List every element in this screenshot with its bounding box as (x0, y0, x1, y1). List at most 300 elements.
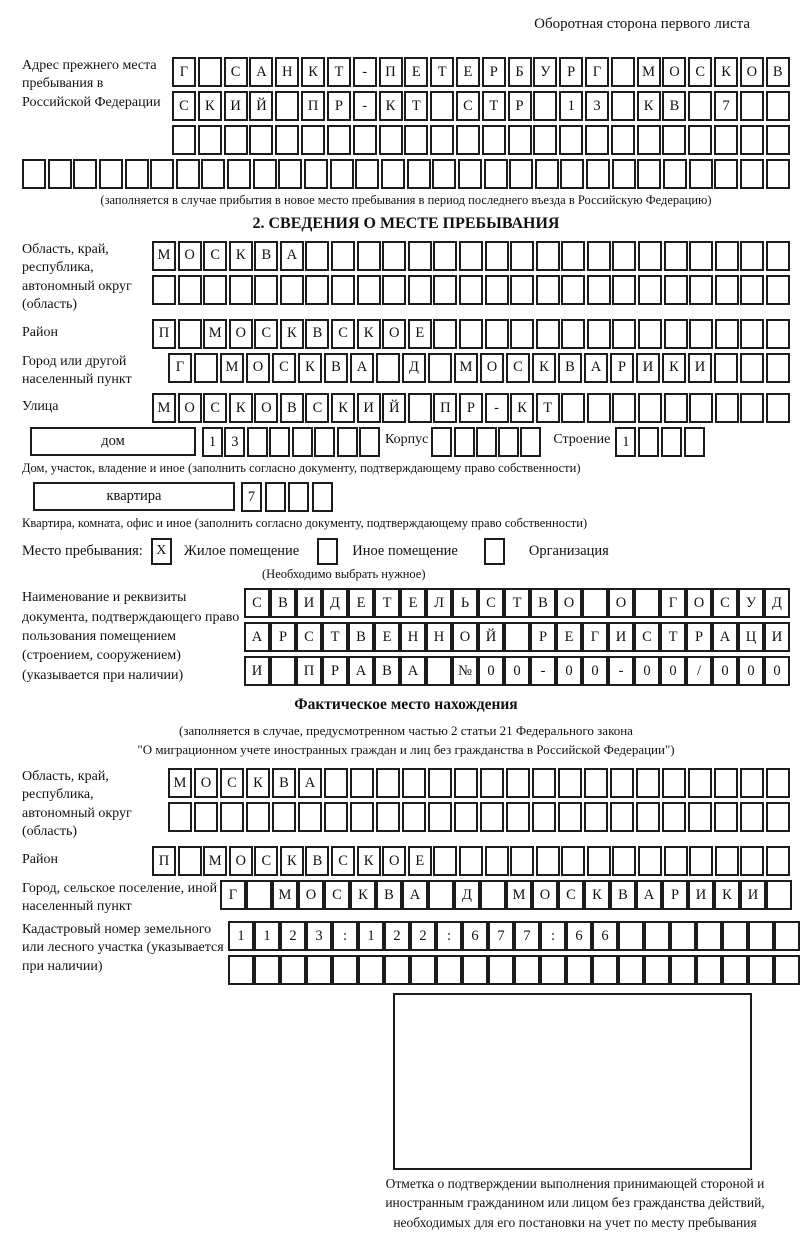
char-cell[interactable] (636, 768, 660, 798)
char-cell[interactable] (740, 125, 764, 155)
char-cell[interactable] (644, 921, 670, 951)
char-cell[interactable]: - (353, 91, 377, 121)
char-cell[interactable] (637, 125, 661, 155)
char-cell[interactable]: О (662, 57, 686, 87)
char-cell[interactable] (306, 955, 332, 985)
char-cell[interactable] (178, 319, 202, 349)
char-cell[interactable]: В (374, 656, 400, 686)
char-cell[interactable] (458, 159, 482, 189)
char-cell[interactable]: И (740, 880, 766, 910)
char-cell[interactable] (587, 319, 611, 349)
char-cell[interactable] (664, 275, 688, 305)
char-cell[interactable] (638, 319, 662, 349)
char-cell[interactable]: М (272, 880, 298, 910)
char-cell[interactable]: Г (172, 57, 196, 87)
char-cell[interactable]: 6 (592, 921, 618, 951)
char-cell[interactable] (533, 125, 557, 155)
char-cell[interactable] (476, 427, 497, 457)
char-cell[interactable]: У (533, 57, 557, 87)
char-cell[interactable] (381, 159, 405, 189)
char-cell[interactable] (585, 125, 609, 155)
char-cell[interactable]: И (357, 393, 381, 423)
char-cell[interactable]: : (540, 921, 566, 951)
char-cell[interactable] (714, 159, 738, 189)
char-cell[interactable]: В (272, 768, 296, 798)
char-cell[interactable]: М (152, 241, 176, 271)
char-cell[interactable] (376, 802, 400, 832)
char-cell[interactable] (638, 846, 662, 876)
char-cell[interactable]: 6 (462, 921, 488, 951)
char-cell[interactable]: Н (400, 622, 426, 652)
char-cell[interactable]: Е (556, 622, 582, 652)
char-cell[interactable] (229, 275, 253, 305)
char-cell[interactable] (662, 768, 686, 798)
char-cell[interactable]: С (506, 353, 530, 383)
char-cell[interactable] (327, 125, 351, 155)
char-cell[interactable]: Ь (452, 588, 478, 618)
char-cell[interactable] (610, 768, 634, 798)
char-cell[interactable]: В (376, 880, 402, 910)
char-cell[interactable]: С (254, 319, 278, 349)
char-cell[interactable]: К (379, 91, 403, 121)
char-cell[interactable] (774, 921, 800, 951)
char-cell[interactable] (520, 427, 541, 457)
char-cell[interactable]: 3 (306, 921, 332, 951)
char-cell[interactable] (684, 427, 705, 457)
char-cell[interactable] (254, 955, 280, 985)
char-cell[interactable]: С (203, 393, 227, 423)
char-cell[interactable] (637, 159, 661, 189)
char-cell[interactable]: С (324, 880, 350, 910)
char-cell[interactable]: Р (459, 393, 483, 423)
char-cell[interactable] (715, 241, 739, 271)
char-cell[interactable] (714, 802, 738, 832)
char-cell[interactable]: К (198, 91, 222, 121)
char-cell[interactable]: В (558, 353, 582, 383)
char-cell[interactable] (402, 802, 426, 832)
char-cell[interactable] (582, 588, 608, 618)
char-cell[interactable] (535, 159, 559, 189)
char-cell[interactable]: С (456, 91, 480, 121)
char-cell[interactable]: О (382, 846, 406, 876)
char-cell[interactable]: О (254, 393, 278, 423)
char-cell[interactable]: С (220, 768, 244, 798)
char-cell[interactable]: А (298, 768, 322, 798)
char-cell[interactable] (459, 319, 483, 349)
char-cell[interactable]: Е (408, 846, 432, 876)
char-cell[interactable] (766, 125, 790, 155)
char-cell[interactable] (152, 275, 176, 305)
char-cell[interactable] (722, 921, 748, 951)
char-cell[interactable] (198, 125, 222, 155)
char-cell[interactable]: 7 (488, 921, 514, 951)
char-cell[interactable] (536, 846, 560, 876)
char-cell[interactable] (265, 482, 286, 512)
char-cell[interactable] (636, 802, 660, 832)
char-cell[interactable]: Р (610, 353, 634, 383)
char-cell[interactable] (454, 768, 478, 798)
char-cell[interactable] (480, 802, 504, 832)
char-cell[interactable] (428, 802, 452, 832)
char-cell[interactable] (506, 768, 530, 798)
char-cell[interactable] (610, 802, 634, 832)
char-cell[interactable] (510, 241, 534, 271)
char-cell[interactable] (688, 768, 712, 798)
char-cell[interactable] (431, 427, 452, 457)
char-cell[interactable]: В (766, 57, 790, 87)
char-cell[interactable]: : (332, 921, 358, 951)
char-cell[interactable] (618, 955, 644, 985)
char-cell[interactable] (272, 802, 296, 832)
char-cell[interactable]: 0 (712, 656, 738, 686)
char-cell[interactable]: С (272, 353, 296, 383)
char-cell[interactable]: А (402, 880, 428, 910)
checkbox-other-premises[interactable] (317, 538, 338, 565)
char-cell[interactable] (246, 802, 270, 832)
char-cell[interactable]: С (331, 319, 355, 349)
char-cell[interactable] (459, 846, 483, 876)
char-cell[interactable] (715, 846, 739, 876)
char-cell[interactable] (766, 91, 790, 121)
char-cell[interactable] (275, 91, 299, 121)
char-cell[interactable]: С (331, 846, 355, 876)
char-cell[interactable] (253, 159, 277, 189)
char-cell[interactable] (482, 125, 506, 155)
char-cell[interactable] (740, 393, 764, 423)
char-cell[interactable] (611, 91, 635, 121)
char-cell[interactable] (254, 275, 278, 305)
char-cell[interactable]: К (532, 353, 556, 383)
char-cell[interactable]: Ц (738, 622, 764, 652)
char-cell[interactable]: В (662, 91, 686, 121)
char-cell[interactable]: 3 (585, 91, 609, 121)
char-cell[interactable]: К (662, 353, 686, 383)
char-cell[interactable]: 0 (738, 656, 764, 686)
char-cell[interactable]: М (506, 880, 532, 910)
char-cell[interactable] (561, 846, 585, 876)
char-cell[interactable] (714, 125, 738, 155)
char-cell[interactable] (587, 275, 611, 305)
char-cell[interactable]: С (634, 622, 660, 652)
char-cell[interactable]: 0 (634, 656, 660, 686)
char-cell[interactable]: К (246, 768, 270, 798)
char-cell[interactable]: Г (168, 353, 192, 383)
char-cell[interactable] (278, 159, 302, 189)
char-cell[interactable]: 0 (582, 656, 608, 686)
char-cell[interactable] (432, 159, 456, 189)
char-cell[interactable]: В (610, 880, 636, 910)
char-cell[interactable] (350, 768, 374, 798)
char-cell[interactable] (740, 846, 764, 876)
char-cell[interactable] (269, 427, 290, 457)
char-cell[interactable] (766, 275, 790, 305)
char-cell[interactable]: - (608, 656, 634, 686)
char-cell[interactable] (433, 846, 457, 876)
char-cell[interactable]: Е (456, 57, 480, 87)
char-cell[interactable]: П (296, 656, 322, 686)
char-cell[interactable]: О (556, 588, 582, 618)
char-cell[interactable]: М (637, 57, 661, 87)
char-cell[interactable] (536, 241, 560, 271)
char-cell[interactable] (172, 125, 196, 155)
char-cell[interactable] (485, 319, 509, 349)
char-cell[interactable]: В (305, 319, 329, 349)
char-cell[interactable] (664, 393, 688, 423)
char-cell[interactable] (270, 656, 296, 686)
char-cell[interactable]: № (452, 656, 478, 686)
char-cell[interactable] (314, 427, 335, 457)
char-cell[interactable]: 0 (764, 656, 790, 686)
char-cell[interactable]: К (350, 880, 376, 910)
char-cell[interactable] (428, 768, 452, 798)
char-cell[interactable]: 7 (241, 482, 262, 512)
char-cell[interactable]: 1 (358, 921, 384, 951)
char-cell[interactable] (178, 846, 202, 876)
char-cell[interactable] (740, 768, 764, 798)
char-cell[interactable] (454, 427, 475, 457)
char-cell[interactable] (638, 427, 659, 457)
char-cell[interactable] (201, 159, 225, 189)
char-cell[interactable]: - (353, 57, 377, 87)
char-cell[interactable] (249, 125, 273, 155)
char-cell[interactable] (587, 241, 611, 271)
char-cell[interactable] (715, 393, 739, 423)
char-cell[interactable] (670, 921, 696, 951)
char-cell[interactable]: К (301, 57, 325, 87)
char-cell[interactable]: К (280, 319, 304, 349)
char-cell[interactable]: М (220, 353, 244, 383)
char-cell[interactable]: Б (508, 57, 532, 87)
char-cell[interactable] (305, 241, 329, 271)
char-cell[interactable] (428, 880, 454, 910)
char-cell[interactable] (584, 768, 608, 798)
char-cell[interactable] (634, 588, 660, 618)
char-cell[interactable] (280, 955, 306, 985)
char-cell[interactable] (740, 241, 764, 271)
char-cell[interactable]: О (532, 880, 558, 910)
char-cell[interactable] (662, 802, 686, 832)
char-cell[interactable] (533, 91, 557, 121)
char-cell[interactable]: С (688, 57, 712, 87)
char-cell[interactable] (194, 353, 218, 383)
char-cell[interactable]: П (379, 57, 403, 87)
char-cell[interactable] (459, 241, 483, 271)
char-cell[interactable]: Р (686, 622, 712, 652)
char-cell[interactable] (312, 482, 333, 512)
char-cell[interactable] (561, 393, 585, 423)
char-cell[interactable]: М (203, 319, 227, 349)
char-cell[interactable]: 7 (514, 921, 540, 951)
char-cell[interactable] (612, 241, 636, 271)
char-cell[interactable] (426, 656, 452, 686)
char-cell[interactable] (689, 159, 713, 189)
char-cell[interactable]: О (452, 622, 478, 652)
char-cell[interactable] (644, 955, 670, 985)
char-cell[interactable]: О (382, 319, 406, 349)
char-cell[interactable]: А (350, 353, 374, 383)
char-cell[interactable] (714, 353, 738, 383)
char-cell[interactable] (587, 393, 611, 423)
char-cell[interactable]: А (244, 622, 270, 652)
char-cell[interactable] (558, 768, 582, 798)
char-cell[interactable] (663, 159, 687, 189)
char-cell[interactable]: Р (322, 656, 348, 686)
char-cell[interactable] (305, 275, 329, 305)
char-cell[interactable] (402, 768, 426, 798)
char-cell[interactable] (456, 125, 480, 155)
char-cell[interactable]: 3 (224, 427, 245, 457)
char-cell[interactable]: О (480, 353, 504, 383)
char-cell[interactable]: Е (400, 588, 426, 618)
char-cell[interactable]: Е (374, 622, 400, 652)
char-cell[interactable] (714, 768, 738, 798)
char-cell[interactable] (125, 159, 149, 189)
char-cell[interactable] (766, 319, 790, 349)
char-cell[interactable] (376, 353, 400, 383)
char-cell[interactable] (664, 319, 688, 349)
char-cell[interactable]: А (636, 880, 662, 910)
char-cell[interactable]: Д (454, 880, 480, 910)
char-cell[interactable]: О (229, 846, 253, 876)
char-cell[interactable] (558, 802, 582, 832)
char-cell[interactable] (696, 955, 722, 985)
char-cell[interactable] (688, 802, 712, 832)
char-cell[interactable] (275, 125, 299, 155)
char-cell[interactable]: 7 (714, 91, 738, 121)
char-cell[interactable]: П (152, 846, 176, 876)
char-cell[interactable]: Р (508, 91, 532, 121)
char-cell[interactable]: К (357, 846, 381, 876)
char-cell[interactable] (433, 241, 457, 271)
char-cell[interactable] (324, 802, 348, 832)
char-cell[interactable] (766, 241, 790, 271)
char-cell[interactable]: 0 (504, 656, 530, 686)
char-cell[interactable] (430, 91, 454, 121)
char-cell[interactable]: Й (382, 393, 406, 423)
char-cell[interactable]: - (485, 393, 509, 423)
char-cell[interactable]: Й (249, 91, 273, 121)
char-cell[interactable]: Т (430, 57, 454, 87)
char-cell[interactable]: : (436, 921, 462, 951)
char-cell[interactable] (484, 159, 508, 189)
char-cell[interactable] (638, 275, 662, 305)
char-cell[interactable] (740, 91, 764, 121)
char-cell[interactable] (536, 319, 560, 349)
char-cell[interactable] (203, 275, 227, 305)
char-cell[interactable] (382, 241, 406, 271)
char-cell[interactable]: М (454, 353, 478, 383)
char-cell[interactable]: К (714, 57, 738, 87)
char-cell[interactable] (715, 275, 739, 305)
char-cell[interactable] (748, 921, 774, 951)
char-cell[interactable]: 1 (228, 921, 254, 951)
char-cell[interactable] (280, 275, 304, 305)
char-cell[interactable]: Т (536, 393, 560, 423)
char-cell[interactable] (561, 319, 585, 349)
char-cell[interactable]: Р (327, 91, 351, 121)
char-cell[interactable]: С (172, 91, 196, 121)
char-cell[interactable] (689, 393, 713, 423)
char-cell[interactable] (150, 159, 174, 189)
char-cell[interactable] (766, 159, 790, 189)
char-cell[interactable]: И (608, 622, 634, 652)
char-cell[interactable] (331, 275, 355, 305)
char-cell[interactable]: 0 (556, 656, 582, 686)
char-cell[interactable] (612, 393, 636, 423)
char-cell[interactable] (664, 241, 688, 271)
char-cell[interactable]: О (298, 880, 324, 910)
char-cell[interactable]: 1 (202, 427, 223, 457)
char-cell[interactable]: А (280, 241, 304, 271)
char-cell[interactable] (740, 319, 764, 349)
char-cell[interactable]: А (584, 353, 608, 383)
char-cell[interactable]: 0 (478, 656, 504, 686)
char-cell[interactable] (689, 241, 713, 271)
char-cell[interactable]: Т (482, 91, 506, 121)
char-cell[interactable] (559, 125, 583, 155)
char-cell[interactable]: И (244, 656, 270, 686)
char-cell[interactable] (506, 802, 530, 832)
char-cell[interactable] (384, 955, 410, 985)
char-cell[interactable] (766, 802, 790, 832)
char-cell[interactable]: Н (275, 57, 299, 87)
char-cell[interactable]: Д (402, 353, 426, 383)
char-cell[interactable] (566, 955, 592, 985)
char-cell[interactable]: Г (582, 622, 608, 652)
char-cell[interactable] (337, 427, 358, 457)
char-cell[interactable] (766, 393, 790, 423)
char-cell[interactable] (433, 319, 457, 349)
char-cell[interactable] (454, 802, 478, 832)
char-cell[interactable] (696, 921, 722, 951)
char-cell[interactable] (532, 768, 556, 798)
char-cell[interactable]: 1 (559, 91, 583, 121)
char-cell[interactable]: К (298, 353, 322, 383)
char-cell[interactable] (618, 921, 644, 951)
char-cell[interactable] (73, 159, 97, 189)
char-cell[interactable]: И (688, 880, 714, 910)
char-cell[interactable] (689, 275, 713, 305)
char-cell[interactable] (48, 159, 72, 189)
char-cell[interactable]: 1 (254, 921, 280, 951)
char-cell[interactable] (612, 319, 636, 349)
char-cell[interactable] (376, 768, 400, 798)
char-cell[interactable] (584, 802, 608, 832)
char-cell[interactable]: С (305, 393, 329, 423)
char-cell[interactable]: К (280, 846, 304, 876)
char-cell[interactable] (220, 802, 244, 832)
char-cell[interactable]: О (686, 588, 712, 618)
char-cell[interactable] (740, 275, 764, 305)
char-cell[interactable]: А (400, 656, 426, 686)
char-cell[interactable] (612, 846, 636, 876)
char-cell[interactable] (611, 57, 635, 87)
char-cell[interactable]: Д (322, 588, 348, 618)
char-cell[interactable] (689, 846, 713, 876)
char-cell[interactable] (740, 802, 764, 832)
char-cell[interactable] (715, 319, 739, 349)
char-cell[interactable]: 0 (660, 656, 686, 686)
char-cell[interactable]: Л (426, 588, 452, 618)
char-cell[interactable] (670, 955, 696, 985)
char-cell[interactable] (612, 275, 636, 305)
char-cell[interactable]: О (178, 393, 202, 423)
char-cell[interactable]: И (296, 588, 322, 618)
char-cell[interactable] (408, 275, 432, 305)
char-cell[interactable] (638, 393, 662, 423)
char-cell[interactable] (288, 482, 309, 512)
char-cell[interactable] (355, 159, 379, 189)
